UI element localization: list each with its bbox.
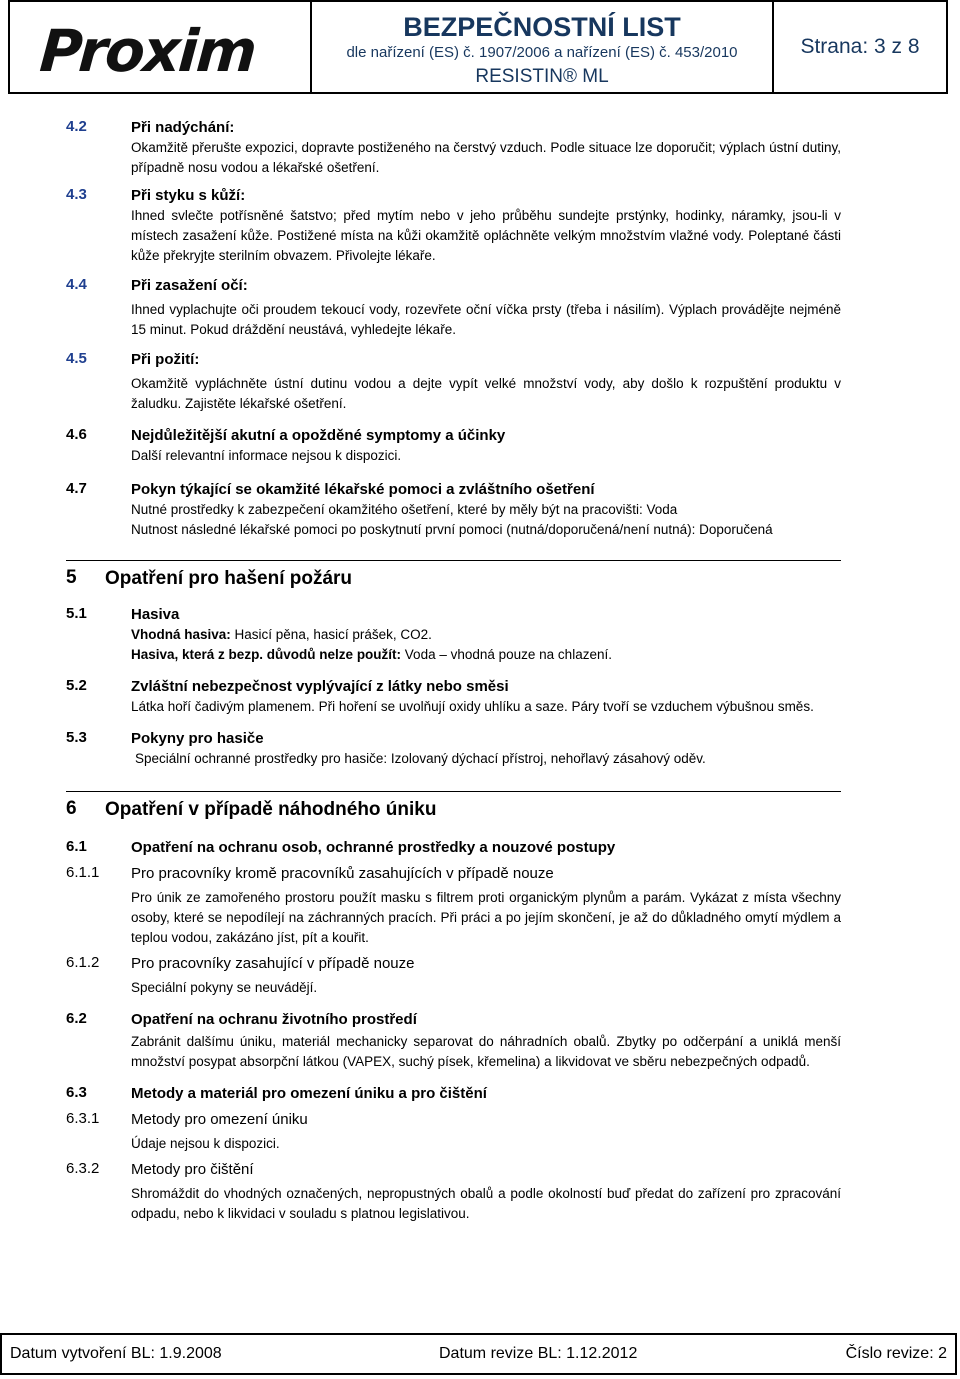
section-title: Metody pro omezení úniku [131, 1111, 308, 1128]
section-title: Při požití: [131, 351, 200, 368]
section-title: Při nadýchání: [131, 119, 235, 136]
section-6-2 [66, 1010, 841, 1072]
section-title: Pro pracovníky zasahující v případě nouze [131, 955, 415, 972]
section-text [131, 645, 841, 665]
section-title: Pro pracovníky kromě pracovníků zasahujících v případě nouze [131, 865, 554, 882]
section-number: 6.3 [66, 1084, 87, 1101]
section-title: Hasiva [131, 606, 180, 623]
section-6-3 [66, 1084, 841, 1104]
value: Hasicí pěna, hasicí prášek, CO2. [230, 627, 432, 642]
section-title: Pokyny pro hasiče [131, 730, 264, 747]
document-footer [0, 1333, 957, 1375]
section-6-1-2 [66, 954, 841, 998]
section-text: Okamžitě vypláchněte ústní dutinu vodou a dejte vypít velké množství vody, aby došlo k rozpuštění produktu v žaludku. Zajistěte lékařské ošetření. [131, 376, 841, 411]
document-title: BEZPEČNOSTNÍ LIST [403, 12, 681, 42]
created-date: Datum vytvoření BL: 1.9.2008 [10, 1345, 222, 1362]
chapter-5 [66, 560, 841, 593]
proxim-logo: Proxim [37, 17, 258, 85]
section-text: Speciální ochranné prostředky pro hasiče: Izolovaný dýchací přístroj, nehořlavý zásahový oděv. [135, 751, 706, 766]
section-4-2 [66, 118, 841, 178]
section-text: Shromáždit do vhodných označených, nepropustných obalů a podle okolností buď předat do zařízení pro zpracování odpadu, nebo k likvidaci v souladu s platnou legislativou. [131, 1186, 841, 1221]
section-title: Metody a materiál pro omezení úniku a pro čištění [131, 1085, 487, 1102]
section-4-6 [66, 426, 841, 466]
label: Hasiva, která z bezp. důvodů nelze použít: [131, 647, 402, 662]
section-text: Údaje nejsou k dispozici. [131, 1136, 280, 1151]
section-6-3-2 [66, 1160, 841, 1224]
section-6-1 [66, 838, 841, 858]
section-text: Okamžitě přerušte expozici, dopravte postiženého na čerstvý vzduch. Podle situace lze doporučit; výplach ústní dutiny, případně nosu vodou a lékařské ošetření. [131, 140, 841, 175]
section-number: 4.3 [66, 186, 87, 203]
section-title: Metody pro čištění [131, 1161, 254, 1178]
section-text: Nutné prostředky k zabezpečení okamžitého ošetření, které by měly být na pracovišti: Voda [131, 502, 678, 517]
section-4-3 [66, 186, 841, 266]
section-text: Další relevantní informace nejsou k dispozici. [131, 448, 402, 463]
section-number: 6.1.2 [66, 954, 100, 971]
section-number: 6.2 [66, 1010, 87, 1027]
section-4-4 [66, 276, 841, 340]
section-4-7 [66, 480, 841, 540]
section-5-3 [66, 729, 841, 769]
section-number: 5.2 [66, 677, 87, 694]
section-number: 6.1.1 [66, 864, 100, 881]
section-6-1-1 [66, 864, 841, 948]
section-title: Pokyn týkající se okamžité lékařské pomoci a zvláštního ošetření [131, 481, 595, 498]
revision-date: Datum revize BL: 1.12.2012 [439, 1345, 638, 1362]
section-4-5 [66, 350, 841, 414]
chapter-6 [66, 791, 841, 824]
section-number: 5.1 [66, 605, 87, 622]
section-text: Nutnost následné lékařské pomoci po poskytnutí první pomoci (nutná/doporučená/není nutná): Doporučená [131, 522, 773, 537]
label: Vhodná hasiva: [131, 627, 231, 642]
logo-cell [10, 2, 312, 92]
section-text: Látka hoří čadivým plamenem. Při hoření se uvolňují oxidy uhlíku a saze. Páry tvoří se vzduchem výbušnou směs. [131, 699, 814, 714]
section-text [131, 625, 841, 645]
revision-number: Číslo revize: 2 [845, 1345, 947, 1362]
section-number: 6.3.2 [66, 1160, 100, 1177]
section-number: 4.4 [66, 276, 87, 293]
chapter-title: Opatření pro hašení požáru [105, 568, 353, 589]
section-title: Nejdůležitější akutní a opožděné symptomy a účinky [131, 427, 506, 444]
regulation-text: dle nařízení (ES) č. 1907/2006 a nařízení (ES) č. 453/2010 [346, 44, 738, 61]
section-number: 6.1 [66, 838, 87, 855]
section-number: 5.3 [66, 729, 87, 746]
section-text: Ihned svlečte potřísněné šatstvo; před mytím nebo v jeho průběhu sundejte prstýnky, hodinky, náramky, jsou-li v místech zasažení kůže. Postižené místa na kůži okamžitě opláchněte velkým množstvím vlažné vody. Poleptané části kůže překryjte sterilním obvazem. Přivolejte lékaře. [131, 208, 841, 263]
section-text: Speciální pokyny se neuvádějí. [131, 980, 318, 995]
section-number: 4.7 [66, 480, 87, 497]
chapter-number: 6 [66, 798, 77, 819]
section-title: Opatření na ochranu osob, ochranné prostředky a nouzové postupy [131, 839, 616, 856]
chapter-title: Opatření v případě náhodného úniku [105, 799, 437, 820]
section-5-1 [66, 605, 841, 665]
section-title: Při styku s kůží: [131, 187, 246, 204]
section-text: Pro únik ze zamořeného prostoru použít masku s filtrem proti organickým plynům a parám. Vykázat z místa všechny osoby, které se nepodílejí na záchranných pracích. Při práci a po jejím skončení, je až do důkladného omytí mýdlem a teplou vodou, zakázáno jíst, pít a kouřit. [131, 890, 841, 945]
section-number: 4.6 [66, 426, 87, 443]
section-title: Zvláštní nebezpečnost vyplývající z látky nebo směsi [131, 678, 509, 695]
product-name: RESISTIN® ML [475, 66, 609, 87]
document-header [8, 0, 948, 94]
section-number: 4.5 [66, 350, 87, 367]
document-body [66, 118, 841, 1224]
section-text: Ihned vyplachujte oči proudem tekoucí vody, rozevřete oční víčka prsty (třeba i násilím). Výplach provádějte nejméně 15 minut. Pokud dráždění neustává, vyhledejte lékaře. [131, 302, 841, 337]
section-5-2 [66, 677, 841, 717]
section-6-3-1 [66, 1110, 841, 1154]
section-title: Při zasažení očí: [131, 277, 248, 294]
section-title: Opatření na ochranu životního prostředí [131, 1011, 417, 1028]
value: Voda – vhodná pouze na chlazení. [401, 647, 612, 662]
section-text: Zabránit dalšímu úniku, materiál mechanicky separovat do náhradních obalů. Zbytky po odčerpání a uniklá menší množství posypat absorpční látkou (VAPEX, suchý písek, křemelina) a likvidovat ve sběru nebezpečných odpadů. [131, 1034, 841, 1069]
section-number: 4.2 [66, 118, 87, 135]
title-cell [312, 2, 774, 92]
page-number: Strana: 3 z 8 [800, 35, 920, 58]
chapter-number: 5 [66, 567, 77, 588]
section-number: 6.3.1 [66, 1110, 100, 1127]
